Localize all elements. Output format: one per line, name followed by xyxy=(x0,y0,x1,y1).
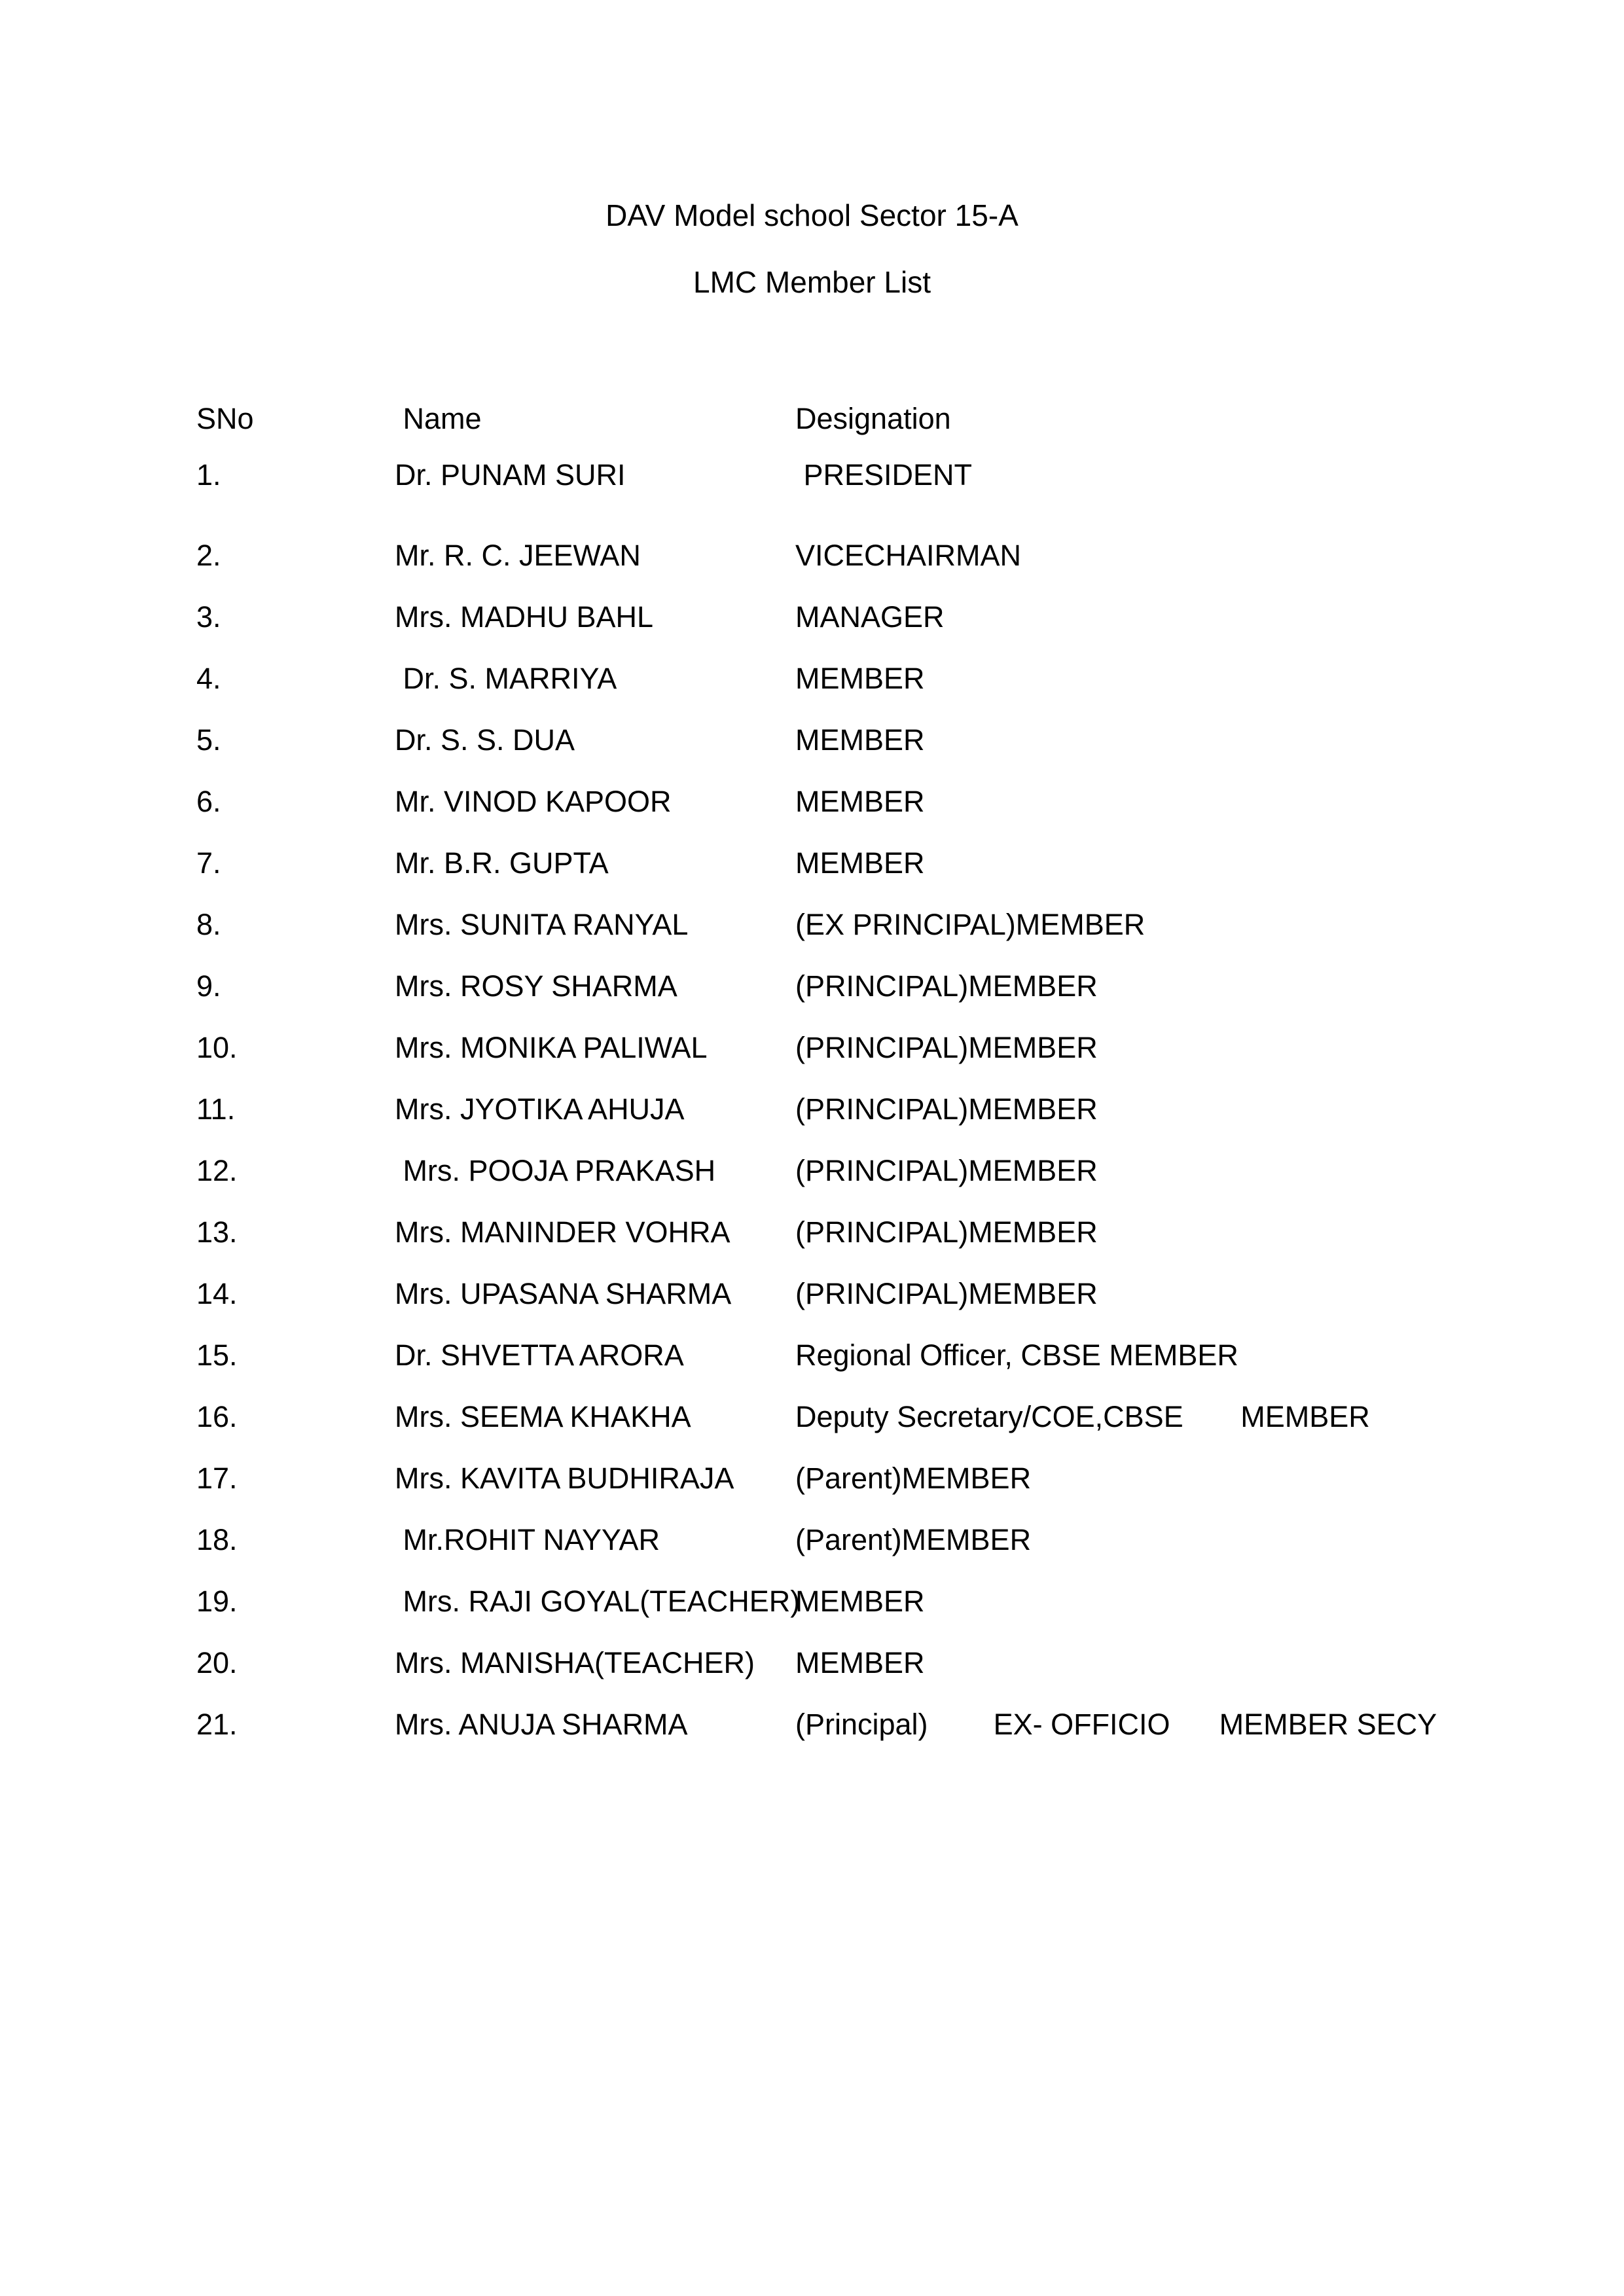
row-name: Mrs. RAJI GOYAL(TEACHER) xyxy=(395,1585,801,1618)
row-sno: 6. xyxy=(196,785,221,818)
row-sno: 14. xyxy=(196,1277,238,1310)
row-sno: 16. xyxy=(196,1400,238,1433)
row-name: Dr. PUNAM SURI xyxy=(395,458,626,492)
table-row xyxy=(196,1277,1538,1338)
row-designation: Deputy Secretary/COE,CBSE MEMBER xyxy=(795,1400,1370,1433)
row-name: Mrs. SUNITA RANYAL xyxy=(395,908,689,941)
row-sno: 13. xyxy=(196,1215,238,1249)
row-designation: (PRINCIPAL)MEMBER xyxy=(795,1092,1098,1126)
table-row xyxy=(196,1092,1538,1154)
row-name: Mrs. ROSY SHARMA xyxy=(395,969,677,1003)
table-row xyxy=(196,1585,1538,1646)
row-designation: (Principal) EX- OFFICIO MEMBER SECY xyxy=(795,1708,1437,1741)
row-name: Mrs. SEEMA KHAKHA xyxy=(395,1400,691,1433)
row-name: Mrs. KAVITA BUDHIRAJA xyxy=(395,1462,734,1495)
row-designation: VICECHAIRMAN xyxy=(795,539,1022,572)
table-row xyxy=(196,785,1538,846)
table-row xyxy=(196,723,1538,785)
row-sno: 8. xyxy=(196,908,221,941)
table-row xyxy=(196,1154,1538,1215)
row-name: Mr.ROHIT NAYYAR xyxy=(395,1523,660,1556)
row-sno: 21. xyxy=(196,1708,238,1741)
row-designation: (PRINCIPAL)MEMBER xyxy=(795,1154,1098,1187)
row-designation: MEMBER xyxy=(795,723,925,757)
member-table xyxy=(196,402,1538,1769)
row-sno: 5. xyxy=(196,723,221,757)
row-name: Dr. S. MARRIYA xyxy=(395,662,617,695)
row-name: Mrs. MANISHA(TEACHER) xyxy=(395,1646,755,1679)
table-row xyxy=(196,1400,1538,1462)
row-name: Mrs. JYOTIKA AHUJA xyxy=(395,1092,685,1126)
table-row xyxy=(196,1462,1538,1523)
row-designation: PRESIDENT xyxy=(795,458,973,492)
row-designation: MANAGER xyxy=(795,600,945,634)
table-row xyxy=(196,1646,1538,1708)
row-designation: MEMBER xyxy=(795,662,925,695)
row-name: Mr. B.R. GUPTA xyxy=(395,846,609,880)
page-subtitle: LMC Member List xyxy=(693,265,931,299)
table-row xyxy=(196,908,1538,969)
header-name: Name xyxy=(395,402,482,435)
row-sno: 12. xyxy=(196,1154,238,1187)
table-row xyxy=(196,1031,1538,1092)
row-name: Dr. SHVETTA ARORA xyxy=(395,1338,684,1372)
row-name: Mrs. UPASANA SHARMA xyxy=(395,1277,732,1310)
row-sno: 3. xyxy=(196,600,221,634)
row-designation: (PRINCIPAL)MEMBER xyxy=(795,1215,1098,1249)
row-designation: (EX PRINCIPAL)MEMBER xyxy=(795,908,1146,941)
row-designation: MEMBER xyxy=(795,846,925,880)
table-row xyxy=(196,1338,1538,1400)
row-name: Mr. VINOD KAPOOR xyxy=(395,785,672,818)
table-row xyxy=(196,1523,1538,1585)
table-row xyxy=(196,846,1538,908)
header-designation: Designation xyxy=(795,402,951,435)
row-sno: 20. xyxy=(196,1646,238,1679)
row-name: Mr. R. C. JEEWAN xyxy=(395,539,641,572)
row-sno: 10. xyxy=(196,1031,238,1064)
row-designation: Regional Officer, CBSE MEMBER xyxy=(795,1338,1238,1372)
row-designation: MEMBER xyxy=(795,1646,925,1679)
row-sno: 7. xyxy=(196,846,221,880)
row-name: Mrs. MANINDER VOHRA xyxy=(395,1215,731,1249)
table-row xyxy=(196,969,1538,1031)
row-sno: 15. xyxy=(196,1338,238,1372)
row-sno: 19. xyxy=(196,1585,238,1618)
member-table-body xyxy=(196,458,1538,1769)
row-sno: 11. xyxy=(196,1092,236,1126)
row-name: Dr. S. S. DUA xyxy=(395,723,575,757)
row-designation: (PRINCIPAL)MEMBER xyxy=(795,969,1098,1003)
row-sno: 4. xyxy=(196,662,221,695)
row-name: Mrs. MONIKA PALIWAL xyxy=(395,1031,708,1064)
table-header-row xyxy=(196,402,1538,458)
row-name: Mrs. MADHU BAHL xyxy=(395,600,654,634)
row-designation: (PRINCIPAL)MEMBER xyxy=(795,1031,1098,1064)
row-name: Mrs. POOJA PRAKASH xyxy=(395,1154,716,1187)
row-sno: 18. xyxy=(196,1523,238,1556)
row-sno: 9. xyxy=(196,969,221,1003)
row-sno: 2. xyxy=(196,539,221,572)
table-row xyxy=(196,662,1538,723)
row-designation: (Parent)MEMBER xyxy=(795,1462,1032,1495)
row-sno: 17. xyxy=(196,1462,238,1495)
row-designation: MEMBER xyxy=(795,785,925,818)
row-name: Mrs. ANUJA SHARMA xyxy=(395,1708,688,1741)
row-designation: (PRINCIPAL)MEMBER xyxy=(795,1277,1098,1310)
table-row xyxy=(196,458,1538,539)
row-sno: 1. xyxy=(196,458,221,492)
table-row xyxy=(196,1215,1538,1277)
row-designation: (Parent)MEMBER xyxy=(795,1523,1032,1556)
table-row xyxy=(196,600,1538,662)
table-row xyxy=(196,1708,1538,1769)
header-sno: SNo xyxy=(196,402,254,435)
row-designation: MEMBER xyxy=(795,1585,925,1618)
page-title: DAV Model school Sector 15-A xyxy=(605,198,1019,232)
table-row xyxy=(196,539,1538,600)
